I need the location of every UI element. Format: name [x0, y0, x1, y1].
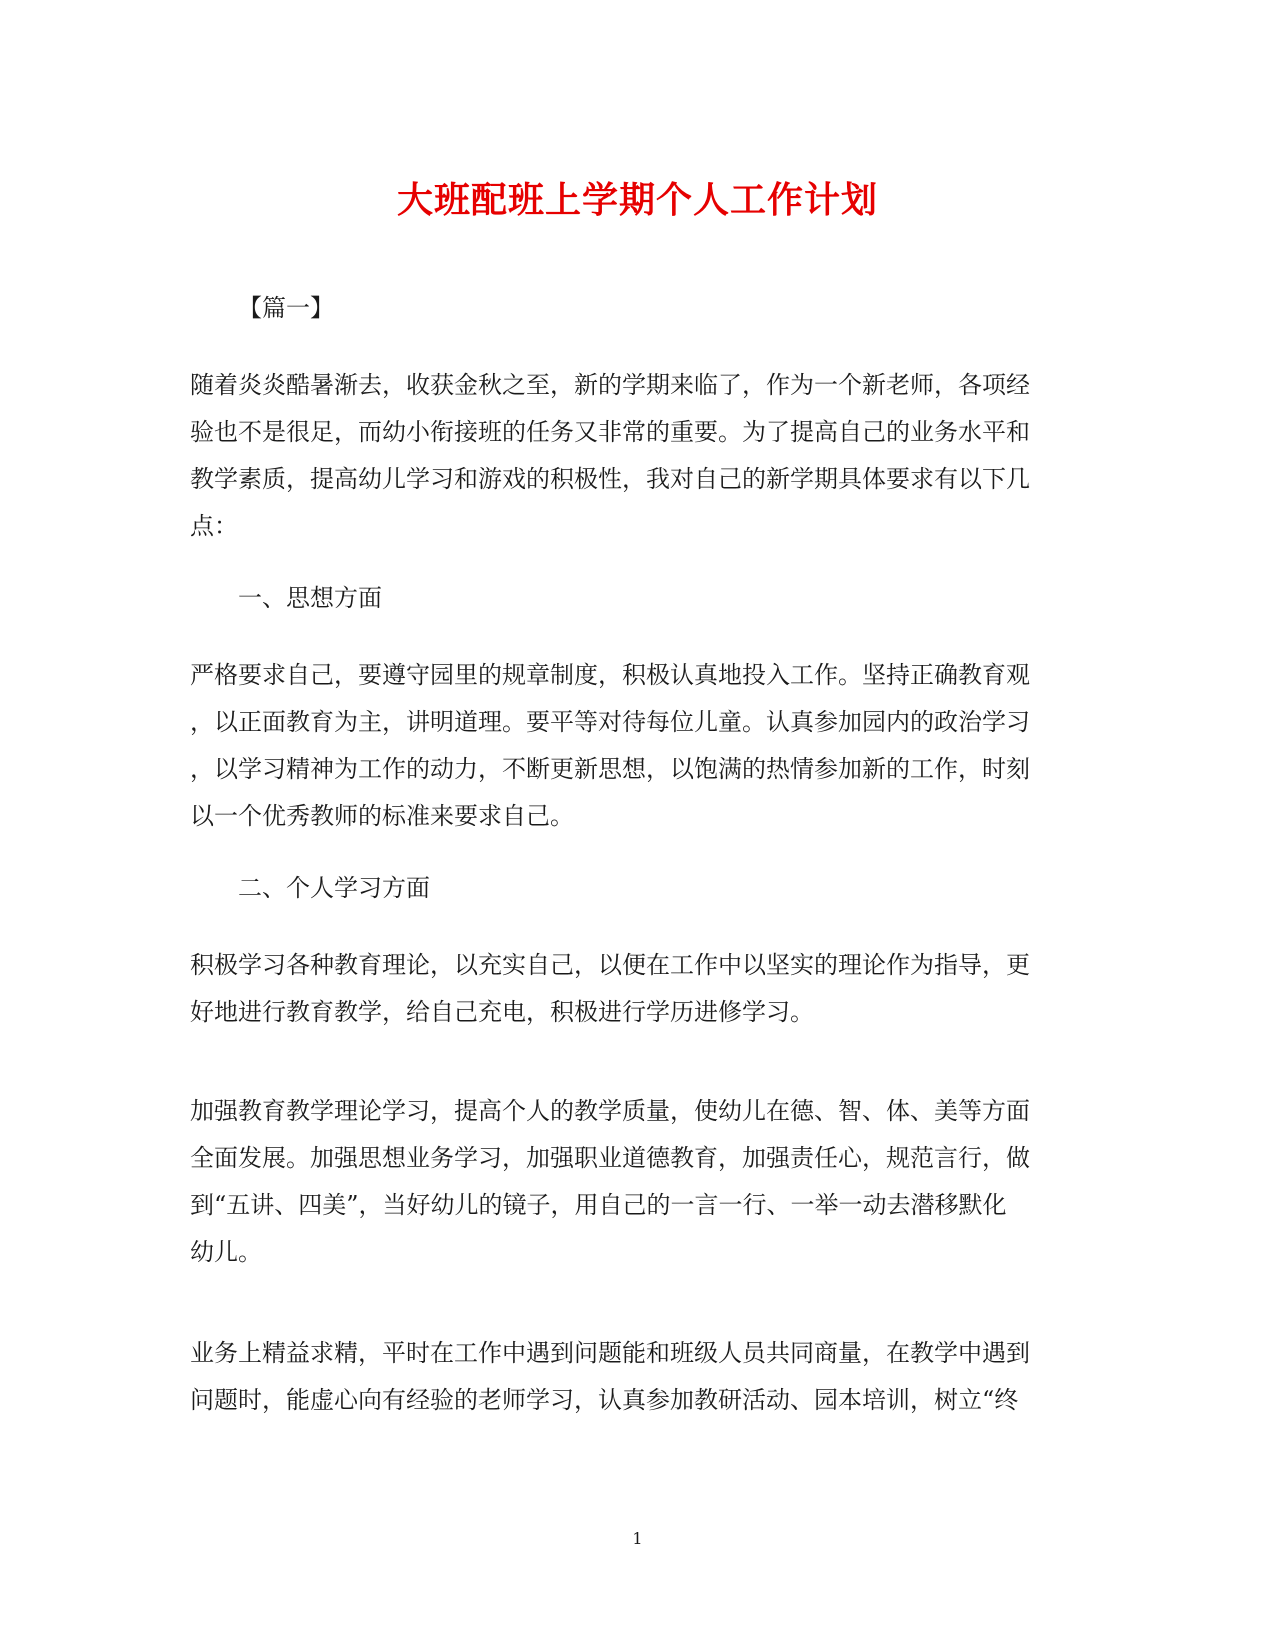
text-line: 点：	[190, 512, 238, 540]
text-line: 加强教育教学理论学习，提高个人的教学质量，使幼儿在德、智、体、美等方面	[190, 1097, 1030, 1125]
text-line: 教学素质，提高幼儿学习和游戏的积极性，我对自己的新学期具体要求有以下几	[190, 465, 1030, 493]
thought-paragraph	[190, 652, 1070, 840]
document-title: 大班配班上学期个人工作计划	[396, 179, 878, 221]
text-line: 严格要求自己，要遵守园里的规章制度，积极认真地投入工作。坚持正确教育观	[190, 661, 1030, 689]
text-line: ，以学习精神为工作的动力，不断更新思想，以饱满的热情参加新的工作，时刻	[190, 755, 1030, 783]
text-line: 全面发展。加强思想业务学习，加强职业道德教育，加强责任心，规范言行，做	[190, 1144, 1030, 1172]
text-line: 到“五讲、四美”，当好幼儿的镜子，用自己的一言一行、一举一动去潜移默化	[190, 1191, 1007, 1219]
text-line: 业务上精益求精，平时在工作中遇到问题能和班级人员共同商量，在教学中遇到	[190, 1339, 1030, 1367]
text-line: 好地进行教育教学，给自己充电，积极进行学历进修学习。	[190, 998, 814, 1026]
text-line: 验也不是很足，而幼小衔接班的任务又非常的重要。为了提高自己的业务水平和	[190, 418, 1030, 446]
text-line: 幼儿。	[190, 1238, 262, 1266]
text-line: 以一个优秀教师的标准来要求自己。	[190, 802, 574, 830]
text-line: 积极学习各种教育理论，以充实自己，以便在工作中以坚实的理论作为指导，更	[190, 951, 1030, 979]
section-heading-thought: 一、思想方面	[238, 584, 382, 612]
section-tag: 【篇一】	[238, 294, 334, 322]
section-heading-study: 二、个人学习方面	[238, 874, 430, 902]
text-line: 问题时，能虚心向有经验的老师学习，认真参加教研活动、园本培训，树立“终	[190, 1386, 1019, 1414]
text-line: 随着炎炎酷暑渐去，收获金秋之至，新的学期来临了，作为一个新老师，各项经	[190, 371, 1030, 399]
study-paragraph-1	[190, 942, 1070, 1036]
study-paragraph-2	[190, 1088, 1070, 1276]
page-number: 1	[632, 1529, 643, 1548]
study-paragraph-3	[190, 1330, 1070, 1424]
text-line: ，以正面教育为主，讲明道理。要平等对待每位儿童。认真参加园内的政治学习	[190, 708, 1030, 736]
intro-paragraph	[190, 362, 1070, 550]
